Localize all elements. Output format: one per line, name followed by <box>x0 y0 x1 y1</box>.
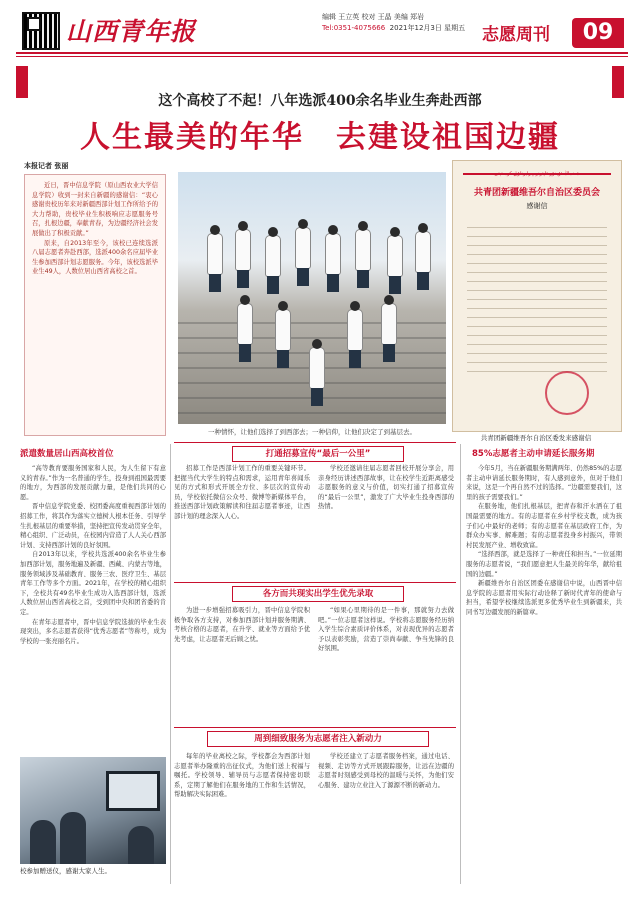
lead-paragraph <box>24 174 166 436</box>
section-title-right: 85%志愿者主动申请延长服务期 <box>472 449 595 459</box>
section-rule <box>174 582 456 583</box>
newspaper-logo: 山西青年报 <box>66 17 197 46</box>
letter-title: 感谢信 <box>526 202 548 210</box>
group-photo <box>178 172 446 424</box>
training-photo <box>20 757 166 864</box>
section-name: 志愿周刊 <box>482 25 550 45</box>
editors-line: 编辑 王立英 校对 王晶 美编 郑岩 <box>322 13 425 21</box>
paragraph: 新疆维吾尔自治区团委在感谢信中说，山西晋中信息学院的志愿者用实际行动诠释了新时代青年的使命与担当，希望学校继续选派更多优秀毕业生到新疆来，共同书写边疆发展的新篇章。 <box>466 580 622 616</box>
body-column-mid <box>174 464 310 578</box>
paragraph: “高等教育要服务国家和人民，为人生留下有意义的青春。”作为一名普通的学生，投身到祖国最需要的地方，为西部的发展贡献力量，是他们共同的心愿。 <box>20 465 166 501</box>
section-rule <box>174 727 456 728</box>
body-column-left <box>20 464 166 754</box>
column-divider <box>170 444 171 884</box>
thank-you-letter-image <box>452 160 622 432</box>
paragraph: 招募工作是西部计划工作的重要关键环节。把握当代大学生的特点和需求，运用青年喜闻乐见的方式和形式开展全方位、多层次的宣传动员，学校依托微信公众号、微博等新媒体平台，推送西部计划政策解读和往届志愿者事迹，让西部计划的理念深入人心。 <box>174 465 310 520</box>
paragraph: 今年5月，当在新疆服务期满两年、仍然85%的志愿者主动申请延长服务期时，有人感到意外，但对于他们来说，这是一个再自然不过的选择。“边疆需要我们，这里的孩子需要我们。” <box>466 465 622 501</box>
letter-org: 共青团新疆维吾尔自治区委员会 <box>473 188 600 198</box>
section-title-mid3: 周到细致服务为志愿者注入新动力 <box>207 731 429 747</box>
lead-text: 原来，自2013年至今，该校已连续选派八届志愿者奔赴西部，选派400余名应届毕业生参加西部计划志愿服务。今年，该校选派毕业生49人，人数位居山西省高校之首。 <box>32 239 158 276</box>
section-title-mid2: 各方而共现实出学生优先录取 <box>232 586 404 602</box>
byline: 本报记者 张丽 <box>24 162 69 170</box>
paragraph: “选择西部，就是选择了一种责任和担当。”一位延期服务的志愿者说，“我们愿意把人生最美的年华，献给祖国的边疆。” <box>466 551 622 578</box>
column-divider <box>460 444 461 884</box>
body-column-right <box>466 464 622 884</box>
body-column-mid <box>318 752 454 886</box>
lead-text: 近日，晋中信息学院（原山西农业大学信息学院）收到一封来自新疆的感谢信：“衷心感谢贵校历年来对新疆西部计划工作所给予的大力帮助，贵校毕业生积极响应志愿服务号召，扎根边疆，奉献青春，为边疆经济社会发展做出了积极贡献。” <box>32 182 158 237</box>
section-title-left: 派遣数量居山西高校首位 <box>20 449 114 459</box>
edition-meta <box>322 12 465 34</box>
paragraph: 每年的毕业离校之际，学校都会为西部计划志愿者举办隆重的出征仪式，为他们送上祝福与嘱托。学校领导、辅导员与志愿者保持密切联系，定期了解他们在服务地的工作和生活情况，帮助解决实际困难。 <box>174 753 310 799</box>
body-column-mid <box>318 606 454 722</box>
group-photo-caption: 一种情怀，让他们选择了到西部去；一种信仰，让他们决定了到基层去。 <box>208 428 416 436</box>
training-photo-caption: 校参加赠送仪，感谢大家人生。 <box>20 867 111 875</box>
date-line: 2021年12月3日 星期五 <box>389 24 466 32</box>
section-title-mid1: 打通招募宣传“最后一公里” <box>232 446 404 462</box>
paragraph: 学校还建立了志愿者服务档案，通过电话、视频、走访等方式开展跟踪服务，让远在边疆的志愿者时刻感受到母校的温暖与关怀，为他们安心服务、建功立业注入了源源不断的新动力。 <box>318 753 454 789</box>
paragraph: “如果心里期待的是一件事，那就努力去做吧。”一位志愿者这样说。学校将志愿服务经历纳入学生综合素质评价体系，对表现优异的志愿者予以表彰奖励，营造了崇尚奉献、争当先锋的良好氛围。 <box>318 607 454 653</box>
body-column-mid <box>174 752 310 886</box>
qr-code <box>22 12 60 50</box>
header-rule-thin <box>16 56 628 57</box>
paragraph: 学校还邀请往届志愿者回校开展分享会，用亲身经历讲述西部故事，让在校学生近距离感受志愿服务的意义与价值，切实打通了招募宣传的“最后一公里”，激发了广大毕业生投身西部的热情。 <box>318 465 454 511</box>
body-column-mid <box>174 606 310 722</box>
header-rule <box>16 52 628 54</box>
headline: 人生最美的年华 去建设祖国边疆 <box>80 120 560 155</box>
paragraph: 为进一步增强招募吸引力，晋中信息学院积极争取各方支持，对参加西部计划并服务期满、考核合格的志愿者，在升学、就业等方面给予优先考虑，让志愿者无后顾之忧。 <box>174 607 310 643</box>
paragraph: 晋中信息学院党委、校团委高度重视西部计划的招募工作，将其作为落实立德树人根本任务、引导学生扎根基层的重要举措，坚持把宣传发动贯穿全年，精心组织、广泛动员，在校园内营造了人人关心西部计划、支持西部计划的良好氛围。 <box>20 503 166 549</box>
seal-icon <box>545 371 589 415</box>
paragraph: 在青年志愿者中，晋中信息学院选拔的毕业生表现突出，多名志愿者获得“优秀志愿者”等称号，成为学校的一张亮丽名片。 <box>20 618 166 645</box>
page-number: 09 <box>572 18 624 48</box>
phone-line: Tel:0351-4075666 <box>322 24 386 32</box>
letter-caption: 共青团新疆维吾尔自治区委发来感谢信 <box>480 434 592 442</box>
paragraph: 在服务地，他们扎根基层，把青春和汗水洒在了祖国最需要的地方。有的志愿者在乡村学校支教，成为孩子们心中最好的老师；有的志愿者在基层政府工作，为群众办实事、解难题；有的志愿者投身乡村振兴，带领村民发展产业、增收致富。 <box>466 503 622 549</box>
paragraph: 自2013年以来，学校共选派400余名毕业生参加西部计划，服务地遍及新疆、西藏、内蒙古等地，服务领域涉及基础教育、服务三农、医疗卫生、基层青年工作等多个方面。2021年，在学校的精心组织下，全校共有49名毕业生成功入选西部计划，选派人数位居山西省高校之首，受到团中央和团省委的肯定。 <box>20 551 166 616</box>
subheadline: 这个高校了不起！八年选派400余名毕业生奔赴西部 <box>158 93 482 109</box>
body-column-mid <box>318 464 454 578</box>
